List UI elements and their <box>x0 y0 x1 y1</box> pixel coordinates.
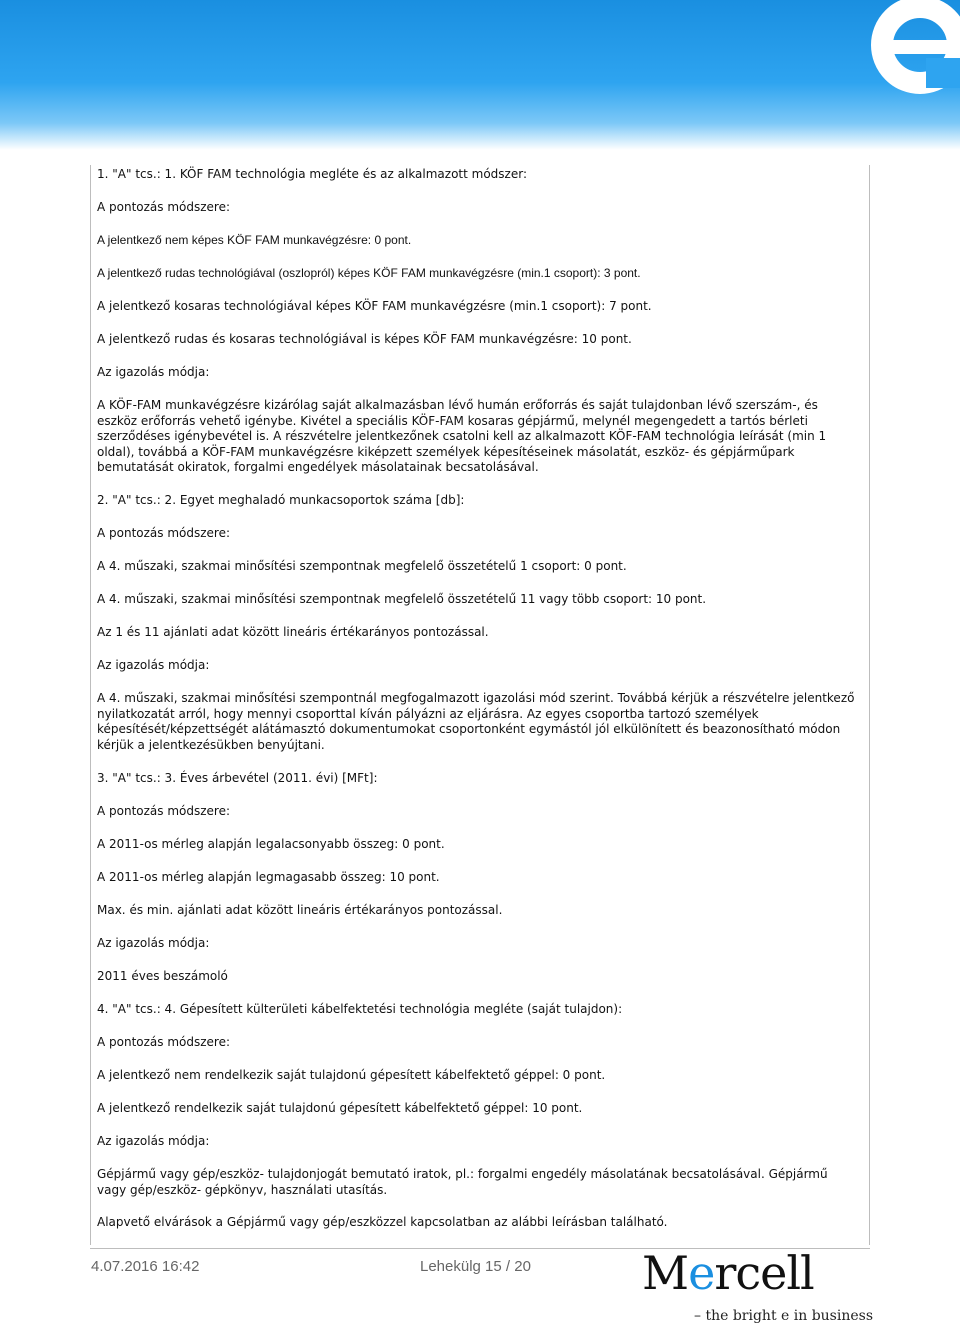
brand-word-accent: e <box>688 1246 715 1300</box>
scoring-label: A pontozás módszere: <box>97 1035 231 1049</box>
section-heading: 2. "A" tcs.: 2. Egyet meghaladó munkacsoportok száma [db]: <box>97 493 465 507</box>
scoring-item: A jelentkező nem rendelkezik saját tulajdonú gépesített kábelfektető géppel: 0 pont. <box>97 1068 606 1082</box>
scoring-label: A pontozás módszere: <box>97 526 231 540</box>
proof-label: Az igazolás módja: <box>97 1134 210 1148</box>
scoring-item: A 2011-os mérleg alapján legmagasabb összeg: 10 pont. <box>97 870 440 884</box>
scoring-item: A 4. műszaki, szakmai minősítési szempontnak megfelelő összetételű 1 csoport: 0 pont. <box>97 559 627 573</box>
proof-label: Az igazolás módja: <box>97 365 210 379</box>
section-heading: 1. "A" tcs.: 1. KÖF FAM technológia megléte és az alkalmazott módszer: <box>97 167 527 181</box>
brand-logo <box>642 1246 874 1325</box>
scoring-item: A jelentkező rudas és kosaras technológiával is képes KÖF FAM munkavégzésre: 10 pont. <box>97 332 632 346</box>
brand-wordmark <box>642 1246 814 1300</box>
proof-label: Az igazolás módja: <box>97 936 210 950</box>
scoring-item: Max. és min. ajánlati adat között lineáris értékarányos pontozással. <box>97 903 503 917</box>
brand-word-prefix: M <box>642 1246 689 1300</box>
proof-label: Az igazolás módja: <box>97 658 210 672</box>
brand-word-suffix: rcell <box>714 1246 814 1300</box>
header-band <box>0 0 960 150</box>
proof-text: Gépjármű vagy gép/eszköz- tulajdonjogát bemutató iratok, pl.: forgalmi engedély másolatának becsatolásával. Gépjármű vagy gép/eszköz- gépkönyv, használati utasítás. <box>97 1167 828 1197</box>
footer-date: 4.07.2016 16:42 <box>91 1258 200 1275</box>
brand-tagline: – the bright e in business <box>694 1308 874 1324</box>
proof-text: A KÖF-FAM munkavégzésre kizárólag saját alkalmazásban lévő humán erőforrás és saját tulajdonban lévő szerszám-, és eszköz erőforrás vehető igénybe. Kivétel a speciális KÖF-FAM kosaras gépjármű, melynél megengedett a tartós bérleti szerződéses igénybevétel is. A részvételre jelentkezőnek csatolni kell az alkalmazott KÖF-FAM technológia leírását (min 1 oldal), továbbá a KÖF-FAM munkavégzésre kiképzett személyek képesítéseinek másolatát, eszköz- és gépjárműpark bemutatását okiratok, forgalmi engedélyek másolatainak becsatolásával. <box>97 398 827 474</box>
proof-text: A 4. műszaki, szakmai minősítési szempontnál megfogalmazott igazolási mód szerint. Továbbá kérjük a részvételre jelentkező nyilatkozatát arról, hogy mennyi csoporttal kíván pályázni az eljárásra. Az egyes csoportba tartozó személyek képesítését/képzettségét alátámasztó dokumentumokat csoportonként egymástól jól elkülönített és beazonosítható módon kérjük a jelentkezésükben benyújtani. <box>97 691 855 752</box>
scoring-item: A 2011-os mérleg alapján legalacsonyabb összeg: 0 pont. <box>97 837 445 851</box>
footer-page-number: Lehekülg 15 / 20 <box>420 1258 531 1275</box>
section-heading: 3. "A" tcs.: 3. Éves árbevétel (2011. évi) [MFt]: <box>97 771 378 785</box>
proof-text: 2011 éves beszámoló <box>97 969 228 983</box>
scoring-item: A jelentkező kosaras technológiával képes KÖF FAM munkavégzésre (min.1 csoport): 7 pont. <box>97 299 652 313</box>
scoring-item: A jelentkező rendelkezik saját tulajdonú gépesített kábelfektető géppel: 10 pont. <box>97 1101 583 1115</box>
scoring-item: Az 1 és 11 ajánlati adat között lineáris értékarányos pontozással. <box>97 625 489 639</box>
section-heading: 4. "A" tcs.: 4. Gépesített külterületi kábelfektetési technológia megléte (saját tulajdon): <box>97 1002 623 1016</box>
brand-e-logo-icon <box>830 0 960 120</box>
scoring-item: A 4. műszaki, szakmai minősítési szempontnak megfelelő összetételű 11 vagy több csoport: 10 pont. <box>97 592 707 606</box>
scoring-item: A jelentkező rudas technológiával (oszlopról) képes KÖF FAM munkavégzésre (min.1 csoport): 3 pont. <box>97 266 641 280</box>
document-body <box>90 165 870 1245</box>
extra-note: Alapvető elvárások a Gépjármű vagy gép/eszközzel kapcsolatban az alábbi leírásban található. <box>97 1215 668 1229</box>
scoring-item: A jelentkező nem képes KÖF FAM munkavégzésre: 0 pont. <box>97 233 412 247</box>
scoring-label: A pontozás módszere: <box>97 200 231 214</box>
scoring-label: A pontozás módszere: <box>97 804 231 818</box>
